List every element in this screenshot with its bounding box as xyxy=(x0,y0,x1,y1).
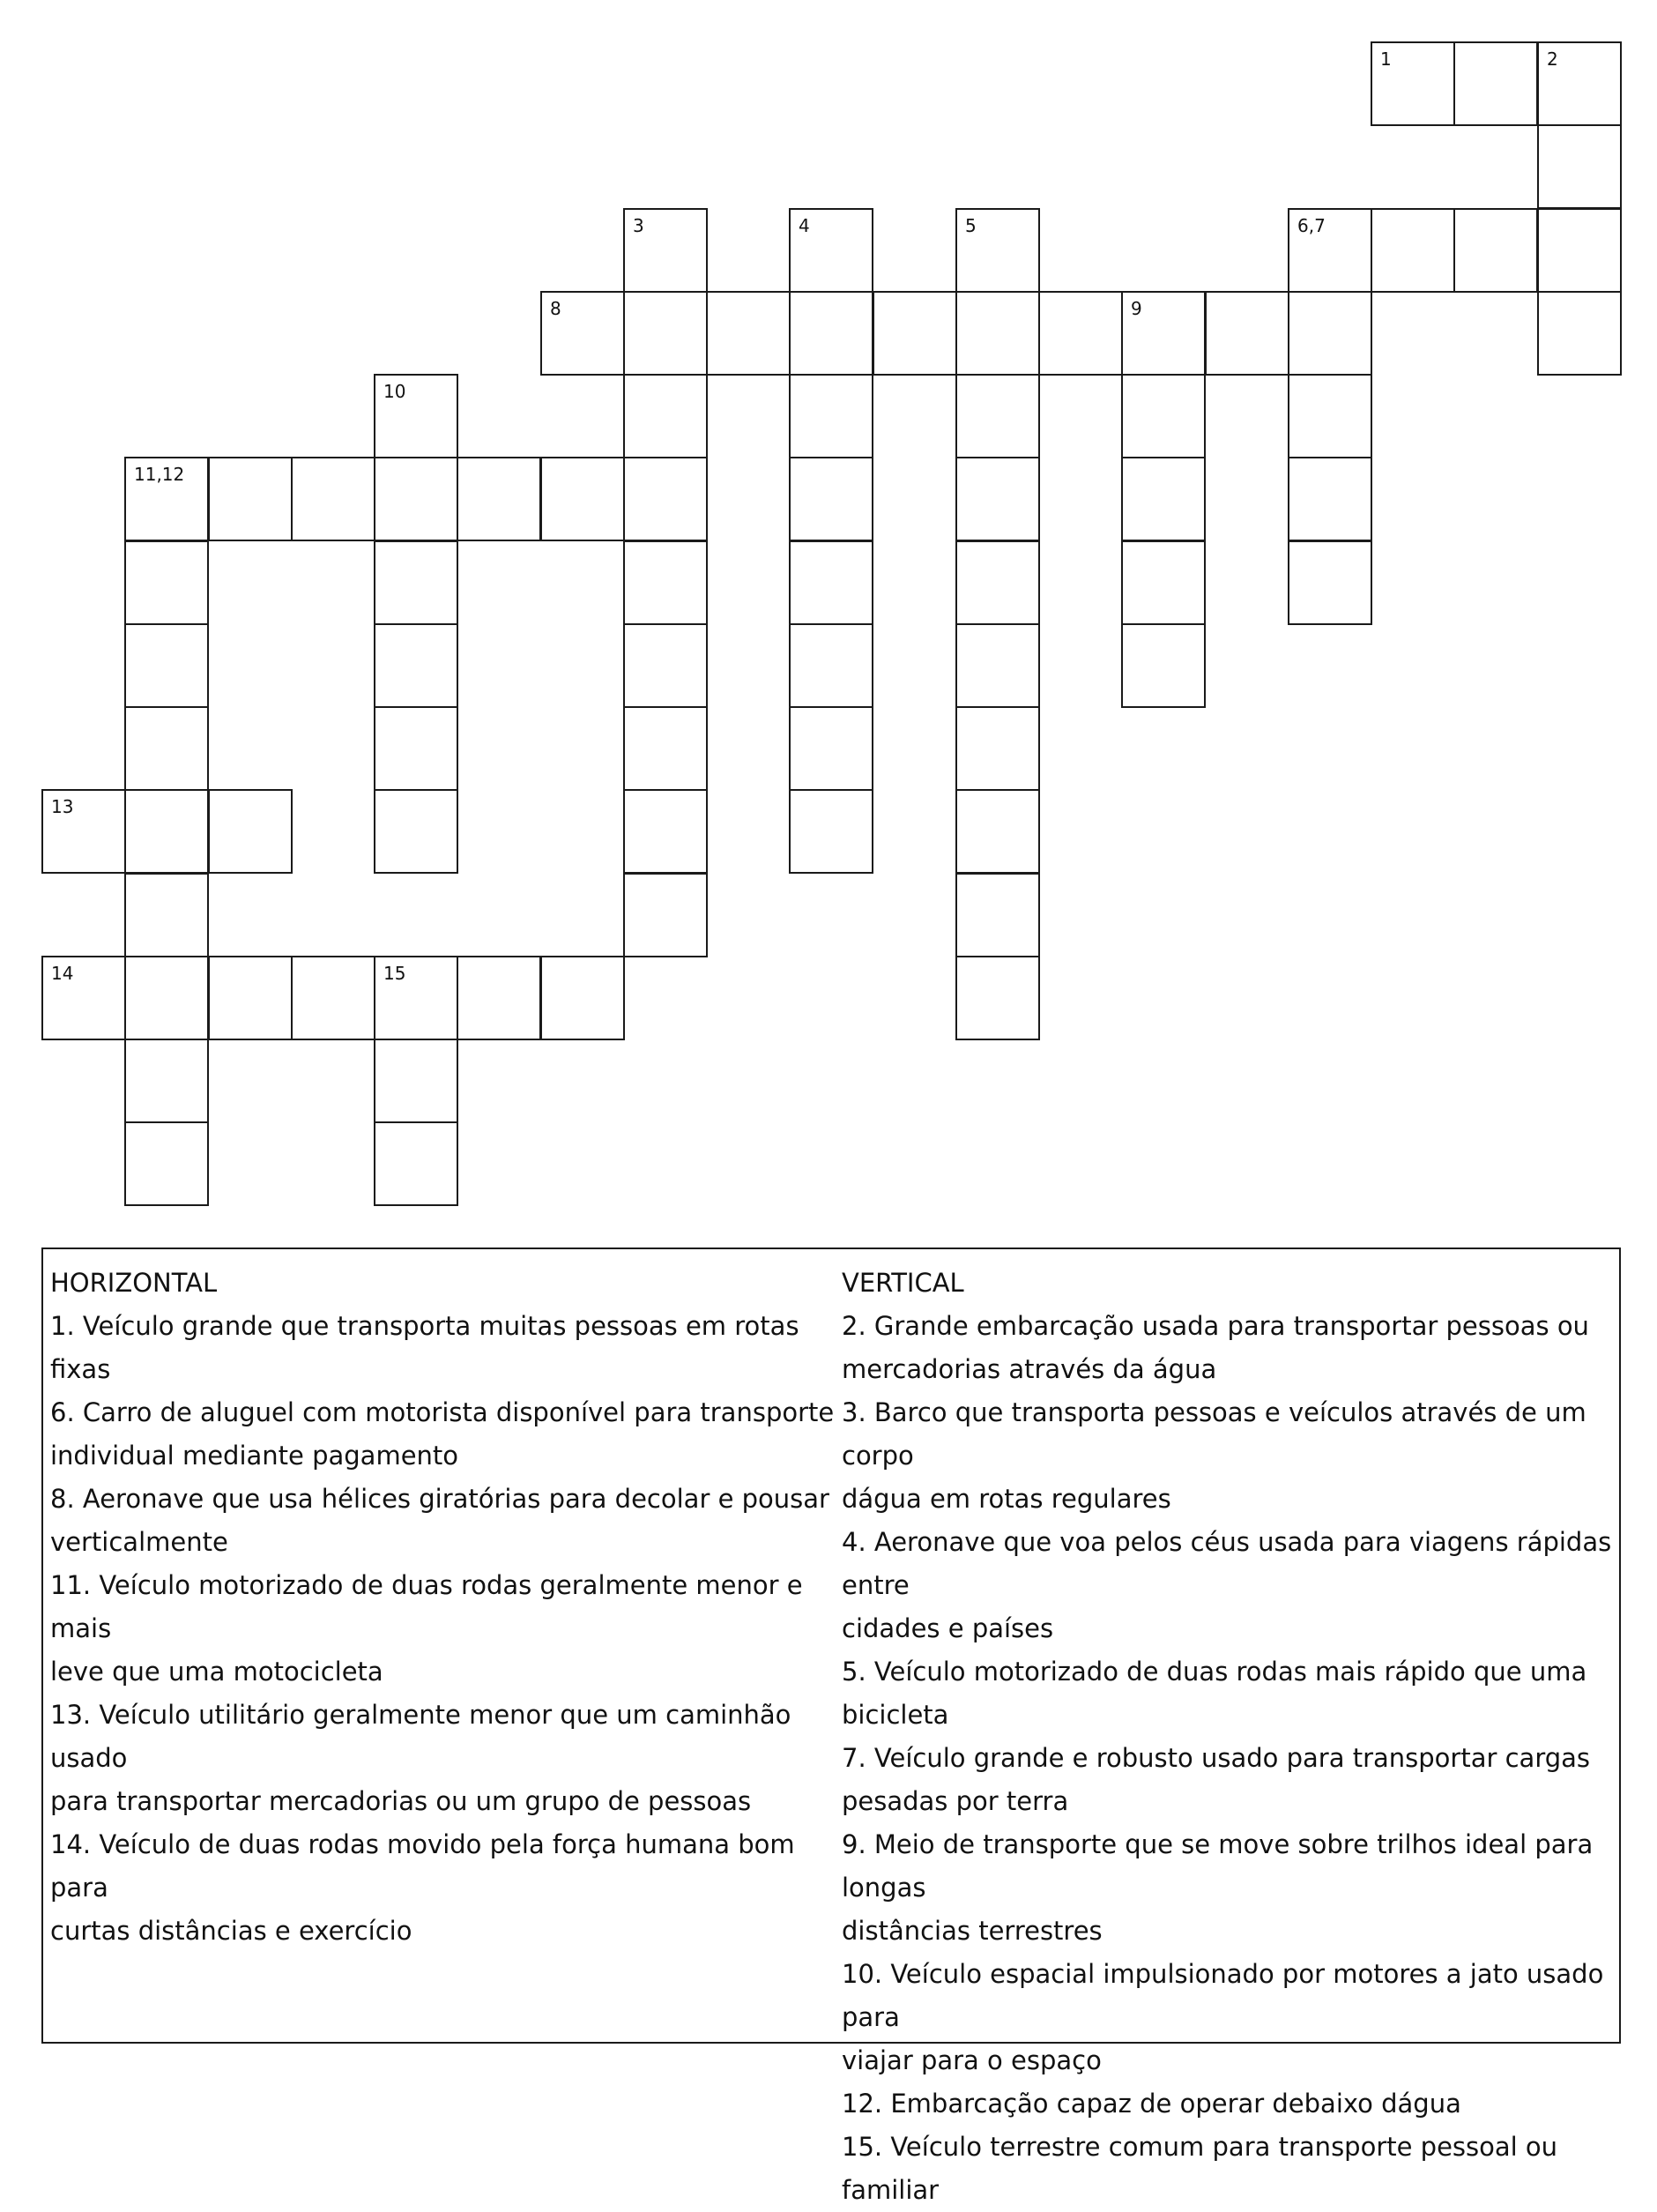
grid-cell[interactable] xyxy=(1121,540,1206,625)
grid-cell[interactable] xyxy=(374,540,458,625)
grid-cell[interactable] xyxy=(208,956,293,1040)
clue-number: 6,7 xyxy=(1297,215,1326,236)
grid-cell[interactable] xyxy=(374,1121,458,1206)
vertical-clue-line: 3. Barco que transporta pessoas e veículos através de um corpo xyxy=(842,1397,1586,1471)
grid-cell[interactable] xyxy=(955,956,1040,1040)
grid-cell[interactable] xyxy=(208,457,293,541)
grid-cell[interactable] xyxy=(291,956,375,1040)
clue-number: 1 xyxy=(1380,48,1392,70)
grid-cell[interactable] xyxy=(623,374,708,458)
horizontal-clue-line: verticalmente xyxy=(50,1527,228,1557)
vertical-clue-line: mercadorias através da água xyxy=(842,1354,1217,1384)
vertical-clue-line: distâncias terrestres xyxy=(842,1916,1103,1946)
vertical-clues xyxy=(842,1262,1617,2212)
clue-number: 9 xyxy=(1131,298,1142,319)
grid-cell[interactable] xyxy=(1288,457,1372,541)
grid-cell[interactable] xyxy=(1121,374,1206,458)
grid-cell[interactable] xyxy=(623,706,708,791)
grid-cell[interactable] xyxy=(623,457,708,541)
grid-cell[interactable] xyxy=(789,540,873,625)
grid-cell[interactable] xyxy=(873,291,957,376)
grid-cell[interactable] xyxy=(1121,291,1206,376)
grid-cell[interactable] xyxy=(955,291,1040,376)
clue-number: 4 xyxy=(799,215,810,236)
clue-number: 8 xyxy=(550,298,561,319)
grid-cell[interactable] xyxy=(789,789,873,874)
grid-cell[interactable] xyxy=(374,374,458,458)
grid-cell[interactable] xyxy=(789,374,873,458)
grid-cell[interactable] xyxy=(374,1039,458,1123)
vertical-clue-line: 5. Veículo motorizado de duas rodas mais rápido que uma xyxy=(842,1657,1587,1687)
grid-cell[interactable] xyxy=(1537,291,1622,376)
horizontal-clue-line: para transportar mercadorias ou um grupo de pessoas xyxy=(50,1786,752,1816)
grid-cell[interactable] xyxy=(789,208,873,293)
grid-cell[interactable] xyxy=(374,789,458,874)
grid-cell[interactable] xyxy=(124,789,209,874)
vertical-clue-line: 10. Veículo espacial impulsionado por motores a jato usado para xyxy=(842,1959,1604,2032)
horizontal-clue-line: 1. Veículo grande que transporta muitas pessoas em rotas fixas xyxy=(50,1311,799,1384)
grid-cell[interactable] xyxy=(1537,41,1622,126)
grid-cell[interactable] xyxy=(955,457,1040,541)
vertical-clue-line: viajar para o espaço xyxy=(842,2045,1102,2075)
clue-number: 5 xyxy=(965,215,977,236)
grid-cell[interactable] xyxy=(374,706,458,791)
grid-cell[interactable] xyxy=(955,706,1040,791)
grid-cell[interactable] xyxy=(789,291,873,376)
grid-cell[interactable] xyxy=(1537,208,1622,293)
grid-cell[interactable] xyxy=(1038,291,1123,376)
grid-cell[interactable] xyxy=(955,873,1040,957)
grid-cell[interactable] xyxy=(208,789,293,874)
vertical-clue-line: 2. Grande embarcação usada para transportar pessoas ou xyxy=(842,1311,1589,1341)
horizontal-clue-line: 11. Veículo motorizado de duas rodas geralmente menor e mais xyxy=(50,1570,803,1643)
grid-cell[interactable] xyxy=(623,623,708,708)
grid-cell[interactable] xyxy=(457,956,541,1040)
grid-cell[interactable] xyxy=(1288,291,1372,376)
grid-cell[interactable] xyxy=(1371,41,1455,126)
grid-cell[interactable] xyxy=(789,706,873,791)
grid-cell[interactable] xyxy=(623,208,708,293)
horizontal-clue-line: 14. Veículo de duas rodas movido pela força humana bom para xyxy=(50,1829,795,1903)
grid-cell[interactable] xyxy=(124,706,209,791)
grid-cell[interactable] xyxy=(706,291,791,376)
grid-cell[interactable] xyxy=(374,956,458,1040)
horizontal-clue-line: 8. Aeronave que usa hélices giratórias para decolar e pousar xyxy=(50,1484,829,1514)
horizontal-clue-line: individual mediante pagamento xyxy=(50,1441,459,1471)
grid-cell[interactable] xyxy=(374,457,458,541)
grid-cell[interactable] xyxy=(955,540,1040,625)
grid-cell[interactable] xyxy=(124,540,209,625)
grid-cell[interactable] xyxy=(124,1039,209,1123)
grid-cell[interactable] xyxy=(1288,208,1372,293)
grid-cell[interactable] xyxy=(1288,540,1372,625)
horizontal-clue-line: 6. Carro de aluguel com motorista disponível para transporte xyxy=(50,1397,835,1427)
vertical-clue-line: cidades e países xyxy=(842,1613,1054,1643)
grid-cell[interactable] xyxy=(623,291,708,376)
grid-cell[interactable] xyxy=(1121,623,1206,708)
clue-number: 2 xyxy=(1547,48,1558,70)
grid-cell[interactable] xyxy=(1205,291,1289,376)
horizontal-clue-line: 13. Veículo utilitário geralmente menor que um caminhão usado xyxy=(50,1700,791,1773)
vertical-clue-line: 12. Embarcação capaz de operar debaixo dágua xyxy=(842,2089,1461,2119)
grid-cell[interactable] xyxy=(1453,208,1538,293)
grid-cell[interactable] xyxy=(457,457,541,541)
grid-cell[interactable] xyxy=(955,208,1040,293)
vertical-clue-line: 4. Aeronave que voa pelos céus usada para viagens rápidas entre xyxy=(842,1527,1612,1600)
clue-number: 3 xyxy=(633,215,644,236)
clue-number: 15 xyxy=(383,963,406,984)
clue-number: 13 xyxy=(51,796,74,817)
grid-cell[interactable] xyxy=(41,789,126,874)
grid-cell[interactable] xyxy=(41,956,126,1040)
grid-cell[interactable] xyxy=(1537,124,1622,209)
vertical-clue-line: 7. Veículo grande e robusto usado para transportar cargas xyxy=(842,1743,1591,1773)
grid-cell[interactable] xyxy=(1121,457,1206,541)
grid-cell[interactable] xyxy=(623,873,708,957)
grid-cell[interactable] xyxy=(124,873,209,957)
grid-cell[interactable] xyxy=(540,291,625,376)
grid-cell[interactable] xyxy=(1371,208,1455,293)
grid-cell[interactable] xyxy=(291,457,375,541)
horizontal-clue-line: curtas distâncias e exercício xyxy=(50,1916,412,1946)
grid-cell[interactable] xyxy=(124,623,209,708)
grid-cell[interactable] xyxy=(540,457,625,541)
grid-cell[interactable] xyxy=(789,457,873,541)
grid-cell[interactable] xyxy=(955,789,1040,874)
grid-cell[interactable] xyxy=(955,374,1040,458)
vertical-clue-line: 9. Meio de transporte que se move sobre trilhos ideal para longas xyxy=(842,1829,1594,1903)
clue-number: 10 xyxy=(383,381,406,402)
clue-number: 11,12 xyxy=(134,464,185,485)
vertical-clue-line: bicicleta xyxy=(842,1700,949,1730)
horizontal-heading: HORIZONTAL xyxy=(50,1268,218,1298)
grid-cell[interactable] xyxy=(374,623,458,708)
grid-cell[interactable] xyxy=(540,956,625,1040)
vertical-clue-line: pesadas por terra xyxy=(842,1786,1069,1816)
grid-cell[interactable] xyxy=(1288,374,1372,458)
vertical-heading: VERTICAL xyxy=(842,1268,964,1298)
vertical-clue-line: dágua em rotas regulares xyxy=(842,1484,1171,1514)
horizontal-clue-line: leve que uma motocicleta xyxy=(50,1657,383,1687)
clues-box xyxy=(41,1248,1621,2205)
horizontal-clues xyxy=(50,1262,835,1953)
grid-cell[interactable] xyxy=(1453,41,1538,126)
grid-cell[interactable] xyxy=(623,789,708,874)
vertical-clue-line: 15. Veículo terrestre comum para transporte pessoal ou familiar xyxy=(842,2132,1558,2205)
grid-cell[interactable] xyxy=(124,956,209,1040)
clue-number: 14 xyxy=(51,963,74,984)
grid-cell[interactable] xyxy=(623,540,708,625)
grid-cell[interactable] xyxy=(955,623,1040,708)
grid-cell[interactable] xyxy=(124,1121,209,1206)
grid-cell[interactable] xyxy=(124,457,209,541)
grid-cell[interactable] xyxy=(789,623,873,708)
